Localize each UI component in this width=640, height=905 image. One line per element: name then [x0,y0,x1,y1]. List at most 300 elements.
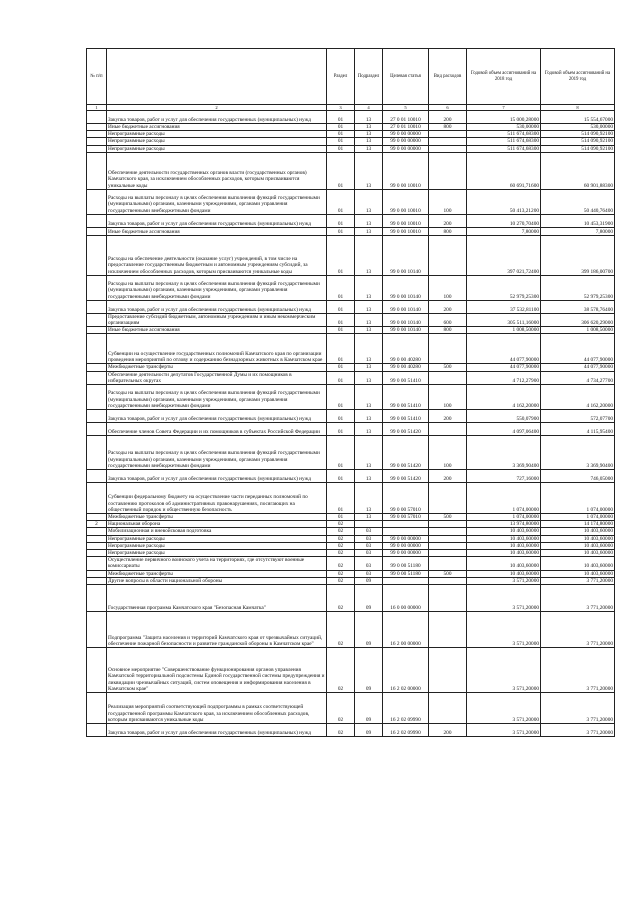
table-row [87,131,615,138]
row-expense-type: 100 [429,275,467,300]
row-target-code: 99 0 00 00000 [383,131,429,138]
table-row [87,189,615,214]
row-section: 02 [327,585,355,612]
header-2019: Годовой объем ассигнований на 2019 год [541,49,615,105]
row-subsection: 13 [355,227,383,235]
row-number [87,152,107,189]
row-amount-2019: 572,07700 [541,410,615,423]
row-name: Расходы на выплаты персоналу в целях обеспечения выполнения функций государственными (муниципальными) органами, казенными учреждениями, органами управления государственными внебюджетными фондами [107,385,327,410]
row-expense-type [429,371,467,384]
row-section: 01 [327,514,355,521]
row-number [87,385,107,410]
row-subsection: 13 [355,145,383,152]
row-target-code: 99 0 00 51420 [383,423,429,436]
row-target-code: 99 0 00 40280 [383,364,429,371]
header-num: № п/п [87,49,107,105]
row-target-code: 99 0 00 51420 [383,470,429,483]
row-number [87,612,107,648]
row-number [87,470,107,483]
row-expense-type [429,131,467,138]
row-amount-2018: 10 270,70400 [467,214,541,227]
table-row [87,542,615,549]
row-subsection: 13 [355,138,383,145]
table-row [87,528,615,535]
row-subsection: 13 [355,371,383,384]
row-name: Закупка товаров, работ и услуг для обеспечения государственных (муниципальных) нужд [107,724,327,737]
table-row [87,214,615,227]
row-target-code: 99 0 00 40280 [383,334,429,364]
row-number [87,227,107,235]
row-number [87,423,107,436]
row-amount-2019: 10 453,31900 [541,214,615,227]
row-number [87,131,107,138]
row-subsection: 13 [355,313,383,326]
row-expense-type: 200 [429,724,467,737]
row-name: Закупка товаров, работ и услуг для обеспечения государственных (муниципальных) нужд [107,410,327,423]
row-amount-2018: 10 403,60000 [467,535,541,542]
row-amount-2018: 3 571,20000 [467,577,541,584]
table-row [87,648,615,693]
row-amount-2018: 13 974,80000 [467,521,541,528]
row-amount-2018: 4 162,20000 [467,385,541,410]
row-target-code: 99 0 00 10140 [383,235,429,275]
row-subsection: 13 [355,131,383,138]
row-amount-2019: 52 979,25300 [541,275,615,300]
row-name: Непрограммные расходы [107,131,327,138]
row-section: 01 [327,275,355,300]
row-expense-type [429,528,467,535]
column-number: 6 [429,105,467,111]
row-target-code: 99 0 00 10140 [383,327,429,334]
row-name: Межбюджетные трансферты [107,364,327,371]
row-section: 02 [327,557,355,570]
table-row [87,693,615,724]
row-name: Обеспечение членов Совета Федерации и их помощников в субъектах Российской Федерации [107,423,327,436]
table-row [87,313,615,326]
row-amount-2019: 3 369,90400 [541,436,615,470]
row-target-code: 99 0 00 00000 [383,145,429,152]
row-expense-type: 800 [429,327,467,334]
row-subsection: 09 [355,585,383,612]
table-row [87,724,615,737]
row-expense-type: 800 [429,124,467,131]
row-expense-type: 100 [429,436,467,470]
row-number [87,145,107,152]
row-amount-2019: 50 440,76400 [541,189,615,214]
row-section: 02 [327,724,355,737]
row-number [87,483,107,514]
table-row [87,436,615,470]
row-amount-2018: 10 403,60000 [467,570,541,577]
row-number [87,514,107,521]
row-amount-2019: 746,05000 [541,470,615,483]
table-row [87,227,615,235]
row-section: 02 [327,528,355,535]
row-name: Непрограммные расходы [107,550,327,557]
row-amount-2019: 3 771,20000 [541,585,615,612]
row-section: 01 [327,152,355,189]
row-target-code: 99 0 00 51420 [383,436,429,470]
row-section: 02 [327,535,355,542]
row-target-code: 99 0 00 10010 [383,227,429,235]
row-name: Осуществление первичного воинского учета на территориях, где отсутствуют военные комиссариаты [107,557,327,570]
row-name: Расходы на выплаты персоналу в целях обеспечения выполнения функций государственными (муниципальными) органами, казенными учреждениями, органами управления государственными внебюджетными фондами [107,275,327,300]
row-name: Расходы на выплаты персоналу в целях обеспечения выполнения функций государственными (муниципальными) органами, казенными учреждениями, органами управления государственными внебюджетными фондами [107,436,327,470]
row-target-code: 99 0 00 51180 [383,557,429,570]
row-expense-type [429,145,467,152]
row-subsection: 13 [355,364,383,371]
row-target-code: 16 0 00 00000 [383,585,429,612]
row-expense-type: 500 [429,570,467,577]
row-amount-2019: 44 077,90000 [541,364,615,371]
table-row [87,612,615,648]
row-section: 02 [327,550,355,557]
row-expense-type [429,693,467,724]
row-amount-2019: 10 403,60000 [541,557,615,570]
row-amount-2018: 550,07900 [467,410,541,423]
row-name: Национальная оборона [107,521,327,528]
row-number [87,648,107,693]
row-amount-2018: 3 571,20000 [467,724,541,737]
row-number [87,550,107,557]
row-amount-2019: 3 771,20000 [541,693,615,724]
row-number [87,334,107,364]
row-target-code: 99 0 00 57010 [383,514,429,521]
row-target-code: 99 0 00 00000 [383,138,429,145]
row-expense-type: 100 [429,385,467,410]
table-row [87,570,615,577]
row-subsection: 13 [355,423,383,436]
table-row [87,371,615,384]
header-2018: Годовой объем ассигнований на 2018 год [467,49,541,105]
row-section: 01 [327,189,355,214]
row-expense-type: 600 [429,313,467,326]
row-amount-2019: 3 771,20000 [541,612,615,648]
row-amount-2018: 50 413,21200 [467,189,541,214]
row-section: 01 [327,131,355,138]
row-amount-2019: 4 162,20000 [541,385,615,410]
row-section: 01 [327,214,355,227]
table-row [87,138,615,145]
header-target: Целевая статья [383,49,429,105]
table-row [87,385,615,410]
table-row [87,300,615,313]
table-row [87,470,615,483]
row-name: Государственная программа Камчатского края "Безопасная Камчатка" [107,585,327,612]
row-name: Реализация мероприятий соответствующей подпрограммы в рамках соответствующей государственной программы Камчатского края, за исключением обособленных расходов, которым присваиваются уникальные коды [107,693,327,724]
row-subsection: 09 [355,648,383,693]
column-number: 3 [327,105,355,111]
row-target-code [383,577,429,584]
row-number [87,577,107,584]
row-subsection: 13 [355,327,383,334]
header-subsection: Подраздел [355,49,383,105]
row-target-code: 99 0 00 10140 [383,300,429,313]
row-amount-2018: 10 403,60000 [467,528,541,535]
row-amount-2019: 10 403,60000 [541,550,615,557]
row-amount-2018: 10 403,60000 [467,557,541,570]
row-expense-type: 500 [429,364,467,371]
row-number: 2 [87,521,107,528]
row-subsection: 13 [355,124,383,131]
row-expense-type [429,612,467,648]
row-subsection: 13 [355,214,383,227]
row-amount-2019: 38 578,76400 [541,300,615,313]
table-row [87,410,615,423]
header-name [107,49,327,105]
row-number [87,138,107,145]
row-number [87,570,107,577]
row-amount-2018: 52 979,25300 [467,275,541,300]
row-section: 01 [327,300,355,313]
table-header [87,49,615,105]
row-expense-type [429,334,467,364]
row-amount-2019: 10 403,60000 [541,542,615,549]
table-row [87,275,615,300]
row-amount-2018: 3 571,20000 [467,612,541,648]
row-amount-2019: 306 620,29000 [541,313,615,326]
row-expense-type: 500 [429,514,467,521]
row-section: 02 [327,521,355,528]
row-target-code: 16 2 00 00000 [383,612,429,648]
row-subsection: 09 [355,577,383,584]
row-name: Непрограммные расходы [107,542,327,549]
row-expense-type: 200 [429,214,467,227]
row-number [87,585,107,612]
table-row [87,577,615,584]
row-name: Иные бюджетные ассигнования [107,227,327,235]
column-number: 4 [355,105,383,111]
row-amount-2018: 530,00000 [467,124,541,131]
row-number [87,300,107,313]
row-amount-2019: 10 403,60000 [541,535,615,542]
row-expense-type: 800 [429,227,467,235]
row-amount-2018: 37 532,81100 [467,300,541,313]
row-section: 01 [327,145,355,152]
row-expense-type: 100 [429,189,467,214]
row-subsection: 09 [355,693,383,724]
row-amount-2019: 7,80000 [541,227,615,235]
row-target-code: 27 0 01 10010 [383,111,429,124]
row-target-code: 99 0 00 10010 [383,189,429,214]
row-name: Субвенции федеральному бюджету на осуществление части переданных полномочий по составлению протоколов об административных правонарушениях, посягающих на общественный порядок и общественную безопасность [107,483,327,514]
row-name: Предоставление субсидий бюджетным, автономным учреждениям и иным некоммерческим организациям [107,313,327,326]
row-number [87,124,107,131]
row-amount-2019: 399 186,00700 [541,235,615,275]
row-number [87,364,107,371]
table-row [87,152,615,189]
row-name: Непрограммные расходы [107,535,327,542]
row-amount-2019: 60 901,88300 [541,152,615,189]
row-amount-2018: 1 008,50000 [467,327,541,334]
row-amount-2019: 514 090,92100 [541,131,615,138]
row-subsection: 13 [355,189,383,214]
row-section: 01 [327,470,355,483]
row-amount-2019: 3 771,20000 [541,724,615,737]
row-expense-type: 200 [429,111,467,124]
row-subsection: 03 [355,542,383,549]
row-name: Расходы на обеспечение деятельности (оказание услуг) учреждений, в том числе на предоставление государственным бюджетным и автономным учреждениям субсидий, за исключением обособленных расходов, которым присваиваются уникальные коды [107,235,327,275]
row-number [87,557,107,570]
row-section: 01 [327,371,355,384]
row-section: 01 [327,313,355,326]
row-target-code: 99 0 00 57010 [383,483,429,514]
header-expense-type: Вид расходов [429,49,467,105]
row-section: 02 [327,577,355,584]
row-number [87,528,107,535]
row-number [87,313,107,326]
row-amount-2019: 1 074,00000 [541,483,615,514]
row-subsection: 13 [355,514,383,521]
row-amount-2019: 14 174,80000 [541,521,615,528]
row-target-code: 99 0 00 10010 [383,214,429,227]
row-number [87,327,107,334]
row-expense-type [429,235,467,275]
row-subsection: 13 [355,235,383,275]
row-amount-2018: 60 691,71600 [467,152,541,189]
row-amount-2018: 1 074,00000 [467,514,541,521]
row-amount-2018: 3 571,20000 [467,585,541,612]
row-expense-type [429,557,467,570]
row-target-code: 27 0 01 10010 [383,124,429,131]
row-expense-type [429,577,467,584]
row-name: Расходы на выплаты персоналу в целях обеспечения выполнения функций государственными (муниципальными) органами, казенными учреждениями, органами управления государственными внебюджетными фондами [107,189,327,214]
row-subsection: 13 [355,436,383,470]
row-expense-type: 200 [429,410,467,423]
row-amount-2018: 4 097,06400 [467,423,541,436]
row-amount-2019: 4 734,27700 [541,371,615,384]
table-row [87,557,615,570]
row-name: Закупка товаров, работ и услуг для обеспечения государственных (муниципальных) нужд [107,214,327,227]
table-row [87,550,615,557]
row-amount-2019: 3 771,20000 [541,648,615,693]
row-name: Иные бюджетные ассигнования [107,327,327,334]
row-section: 01 [327,364,355,371]
row-section: 01 [327,227,355,235]
row-name: Закупка товаров, работ и услуг для обеспечения государственных (муниципальных) нужд [107,300,327,313]
row-name: Непрограммные расходы [107,138,327,145]
row-subsection: 09 [355,724,383,737]
row-section: 02 [327,693,355,724]
row-target-code: 99 0 00 51410 [383,410,429,423]
row-name: Мобилизационная и вневойсковая подготовка [107,528,327,535]
row-subsection: 03 [355,550,383,557]
row-section: 01 [327,423,355,436]
row-name: Межбюджетные трансферты [107,570,327,577]
header-section: Раздел [327,49,355,105]
row-subsection: 13 [355,410,383,423]
column-number: 5 [383,105,429,111]
row-subsection: 13 [355,275,383,300]
row-amount-2019: 10 403,60000 [541,528,615,535]
table-row [87,327,615,334]
row-name: Межбюджетные трансферты [107,514,327,521]
row-expense-type [429,483,467,514]
table-row [87,514,615,521]
row-name: Основное мероприятие "Совершенствование функционирования органов управления Камчатской территориальной подсистемы Единой государственной системы предупреждения и ликвидации чрезвычайных ситуаций, систем оповещения и информирования населения в Камчатском крае" [107,648,327,693]
column-number: 7 [467,105,541,111]
row-amount-2018: 44 077,90000 [467,334,541,364]
row-expense-type [429,152,467,189]
row-target-code: 99 0 00 51410 [383,385,429,410]
row-subsection [355,521,383,528]
row-section: 01 [327,436,355,470]
row-amount-2018: 10 403,60000 [467,550,541,557]
row-amount-2018: 511 674,68300 [467,145,541,152]
row-number [87,436,107,470]
row-subsection: 13 [355,111,383,124]
row-expense-type [429,550,467,557]
row-amount-2018: 1 074,00000 [467,483,541,514]
row-target-code: 99 0 00 00000 [383,535,429,542]
row-number [87,235,107,275]
row-amount-2018: 397 021,72400 [467,235,541,275]
row-name: Другие вопросы в области национальной обороны [107,577,327,584]
row-amount-2018: 3 571,20000 [467,648,541,693]
row-number [87,275,107,300]
row-amount-2018: 10 403,60000 [467,542,541,549]
column-number: 1 [87,105,107,111]
row-section: 02 [327,648,355,693]
row-amount-2018: 15 000,28000 [467,111,541,124]
row-target-code [383,521,429,528]
row-section: 02 [327,542,355,549]
row-amount-2019: 1 074,00000 [541,514,615,521]
row-target-code: 99 0 00 10010 [383,152,429,189]
row-section: 01 [327,385,355,410]
row-target-code: 16 2 02 09990 [383,693,429,724]
row-number [87,410,107,423]
table-row [87,585,615,612]
table-row [87,124,615,131]
column-number: 8 [541,105,615,111]
row-number [87,693,107,724]
row-amount-2019: 1 008,50000 [541,327,615,334]
row-amount-2019: 10 403,60000 [541,570,615,577]
table-row [87,334,615,364]
row-amount-2019: 514 090,92100 [541,138,615,145]
row-amount-2018: 511 674,68300 [467,138,541,145]
row-subsection: 13 [355,152,383,189]
row-number [87,535,107,542]
row-amount-2018: 4 712,27900 [467,371,541,384]
row-target-code: 99 0 00 51410 [383,371,429,384]
row-expense-type [429,138,467,145]
row-number [87,111,107,124]
row-section: 02 [327,612,355,648]
row-section: 01 [327,483,355,514]
row-expense-type [429,648,467,693]
row-section: 01 [327,235,355,275]
row-expense-type [429,521,467,528]
row-amount-2019: 4 115,95400 [541,423,615,436]
row-amount-2018: 305 511,16000 [467,313,541,326]
row-subsection: 03 [355,535,383,542]
row-expense-type: 200 [429,470,467,483]
budget-allocation-table [86,48,615,737]
table-row [87,111,615,124]
row-subsection: 09 [355,612,383,648]
table-row [87,423,615,436]
table-body [87,105,615,737]
row-amount-2019: 15 554,67000 [541,111,615,124]
table-row [87,483,615,514]
row-name: Обеспечение деятельности депутатов Государственной Думы и их помощников в избирательных округах [107,371,327,384]
table-row [87,535,615,542]
row-target-code: 16 2 02 09990 [383,724,429,737]
row-target-code: 99 0 00 10140 [383,275,429,300]
row-number [87,724,107,737]
